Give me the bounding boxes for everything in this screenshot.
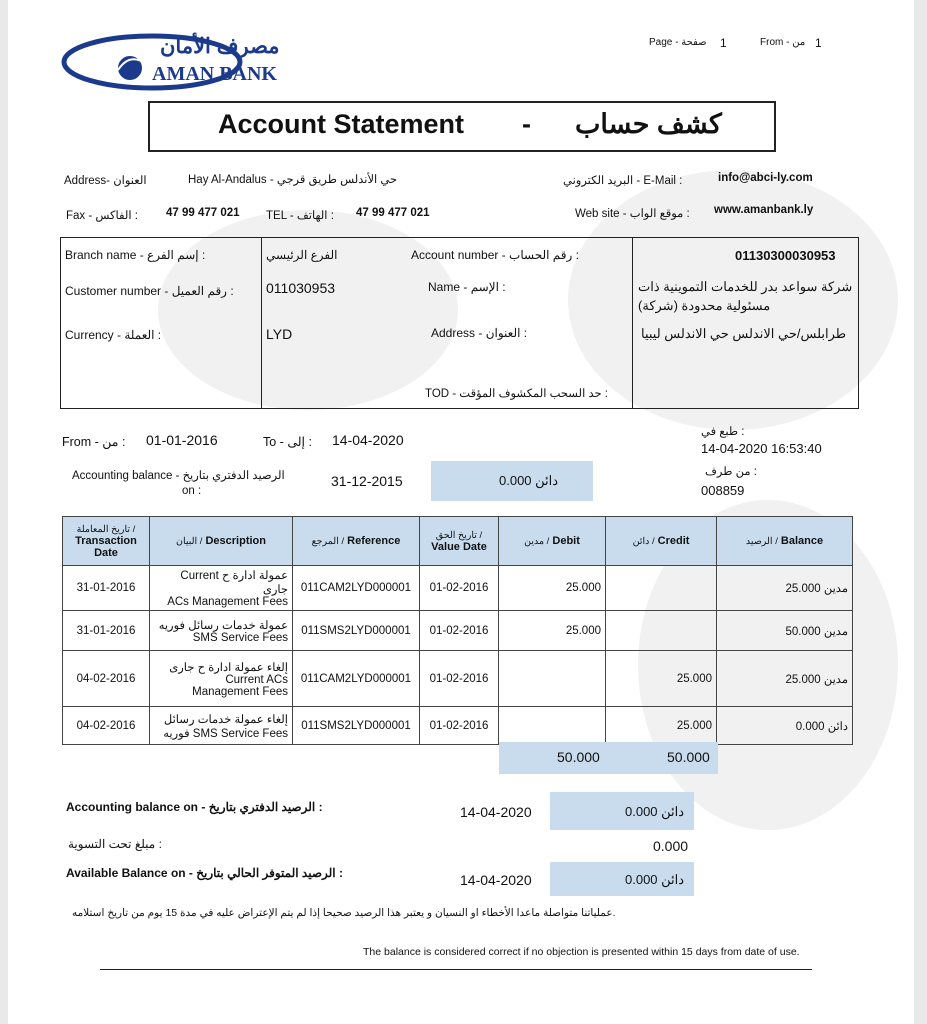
bank-name-arabic: مصرف الأمان (160, 35, 280, 58)
table-row (63, 651, 853, 707)
closing-balance-amount-box (550, 792, 694, 830)
col-transaction-date: تاريخ المعاملة / Transaction Date (63, 517, 150, 566)
col-value-date: تاريخ الحق / Value Date (420, 517, 499, 566)
cell-date: 31-01-2016 (63, 611, 150, 651)
cell-value-date: 01-02-2016 (420, 707, 499, 745)
cell-description: إلغاء عمولة ادارة ح جارى Current ACs Management Fees (150, 651, 293, 707)
bank-name-english: AMAN BANK (152, 63, 277, 85)
address-value: Hay Al-Andalus - حي الأندلس طريق قرجي (188, 174, 398, 186)
customer-address-label: Address - العنوان : (431, 326, 528, 340)
issued-by-value: 008859 (701, 483, 745, 498)
table-row (63, 707, 853, 745)
table-row (63, 611, 853, 651)
cell-reference: 011CAM2LYD000001 (293, 566, 420, 611)
cell-credit (606, 611, 717, 651)
cell-debit (499, 651, 606, 707)
col-description: البيان / Description (150, 517, 293, 566)
cell-date: 31-01-2016 (63, 566, 150, 611)
cell-value-date: 01-02-2016 (420, 651, 499, 707)
totals-box (499, 742, 718, 774)
account-number-value: 01130300030953 (735, 248, 836, 263)
cell-credit (606, 566, 717, 611)
total-credit: 50.000 (667, 749, 710, 765)
available-balance-date: 14-04-2020 (460, 872, 532, 888)
tel-value: 47 99 477 021 (356, 207, 430, 219)
email-value: info@abci-ly.com (718, 172, 813, 184)
pending-amount-label: مبلغ تحت التسوية : (68, 837, 162, 851)
customer-address-value: طرابلس/حي الاندلس حي الاندلس ليبيا (641, 326, 847, 341)
transactions-table (62, 516, 853, 745)
opening-balance-label-line1: Accounting balance - الرصيد الدفتري بتاريخ (72, 470, 285, 482)
opening-balance-amount-box (431, 461, 593, 501)
cell-date: 04-02-2016 (63, 707, 150, 745)
address-label: Address- العنوان (64, 175, 147, 187)
email-label: البريد الكتروني - E-Mail : (563, 175, 683, 187)
cell-balance: دائن 0.000 (717, 707, 853, 745)
closing-balance-label: Accounting balance on - الرصيد الدفتري بتاريخ : (66, 800, 323, 814)
cell-debit (499, 707, 606, 745)
opening-balance-amount: 0.000 دائن (499, 473, 559, 488)
closing-balance-date: 14-04-2020 (460, 804, 532, 820)
cell-description: إلغاء عمولة خدمات رسائل فوريه SMS Service Fees (150, 707, 293, 745)
footer-divider (100, 969, 812, 970)
customer-name-line2: (مسئولية محدودة (شركة (638, 298, 771, 313)
cell-balance: مدين 25.000 (717, 651, 853, 707)
customer-name-line1: شركة سواعد بدر للخدمات التموينية ذات (638, 279, 853, 294)
page-title-ar: كشف حساب (575, 109, 722, 139)
cell-description: Current عمولة ادارة ح جارى ACs Management Fees (150, 566, 293, 611)
col-balance: الرصيد / Balance (717, 517, 853, 566)
title-box (148, 101, 776, 152)
cell-debit: 25.000 (499, 611, 606, 651)
tod-label: TOD - حد السحب المكشوف المؤقت : (425, 388, 608, 400)
branch-name-label: Branch name - إسم الفرع : (65, 248, 206, 262)
cell-reference: 011SMS2LYD000001 (293, 707, 420, 745)
period-from-value: 01-01-2016 (146, 432, 218, 448)
printed-on-value: 14-04-2020 16:53:40 (701, 441, 822, 456)
pending-amount-value: 0.000 (653, 838, 689, 854)
page-label: Page - صفحة (649, 37, 707, 48)
cell-debit: 25.000 (499, 566, 606, 611)
cell-credit: 25.000 (606, 707, 717, 745)
table-header-row (63, 517, 853, 566)
available-balance-label: Available Balance on - الرصيد المتوفر الحالي بتاريخ : (66, 866, 343, 880)
available-balance-amount-box (550, 862, 694, 896)
statement-page (8, 0, 914, 1024)
cell-reference: 011CAM2LYD000001 (293, 651, 420, 707)
available-balance-amount: 0.000 دائن (625, 872, 685, 887)
cell-date: 04-02-2016 (63, 651, 150, 707)
fax-value: 47 99 477 021 (166, 207, 240, 219)
cell-credit: 25.000 (606, 651, 717, 707)
col-debit: مدين / Debit (499, 517, 606, 566)
cell-value-date: 01-02-2016 (420, 611, 499, 651)
fax-label: Fax - الفاكس : (66, 210, 138, 222)
opening-balance-label-line2: on : (182, 485, 202, 497)
cell-balance: مدين 25.000 (717, 566, 853, 611)
website-value: www.amanbank.ly (714, 204, 814, 216)
printed-on-label: طبع في : (701, 426, 745, 438)
footer-note-arabic: عملياتنا متواصلة ماعدا الأخطاء او النسيان و يعتبر هذا الرصيد صحيحا إذا لم يتم الإعتراض عليه في مدة 15 يوم من تاريخ استلامه. (72, 907, 616, 919)
page-title-en: Account Statement (218, 109, 465, 139)
total-debit: 50.000 (557, 749, 600, 765)
period-to-value: 14-04-2020 (332, 432, 404, 448)
table-row (63, 566, 853, 611)
footer-note-english: The balance is considered correct if no objection is presented within 15 days from date of use. (363, 946, 800, 958)
period-from-label: From - من : (62, 435, 126, 449)
cell-description: عمولة خدمات رسائل فوريه SMS Service Fees (150, 611, 293, 651)
account-info-box (60, 237, 859, 409)
col-reference: المرجع / Reference (293, 517, 420, 566)
cell-value-date: 01-02-2016 (420, 566, 499, 611)
cell-balance: مدين 50.000 (717, 611, 853, 651)
page-number: 1 (720, 36, 727, 50)
issued-by-label: من طرف : (705, 466, 757, 478)
divider (632, 238, 633, 408)
from-label: From - من (760, 37, 806, 48)
divider (261, 238, 262, 408)
branch-name-value: الفرع الرئيسي (266, 248, 338, 262)
bank-logo (60, 30, 290, 94)
account-number-label: Account number - رقم الحساب : (411, 248, 579, 262)
cell-reference: 011SMS2LYD000001 (293, 611, 420, 651)
customer-number-label: Customer number - رقم العميل : (65, 284, 234, 298)
closing-balance-amount: 0.000 دائن (625, 804, 685, 819)
website-label: Web site - موقع الواب : (575, 208, 690, 220)
period-to-label: To - إلى : (263, 435, 312, 449)
name-label: Name - الإسم : (428, 280, 506, 294)
col-credit: دائن / Credit (606, 517, 717, 566)
currency-value: LYD (266, 326, 293, 342)
currency-label: Currency - العملة : (65, 328, 162, 342)
opening-balance-date: 31-12-2015 (331, 473, 403, 489)
title-separator: - (522, 109, 531, 139)
from-number: 1 (815, 36, 822, 50)
tel-label: TEL - الهاتف : (266, 210, 334, 222)
customer-number-value: 011030953 (266, 280, 336, 296)
